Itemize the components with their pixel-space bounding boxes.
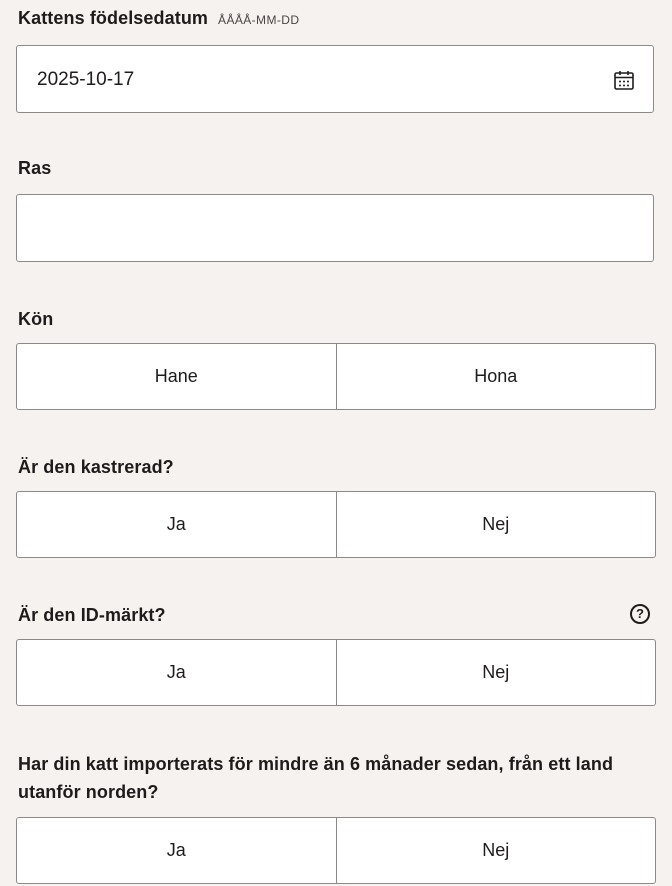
imported-label: Har din katt importerats för mindre än 6 månader sedan, från ett land utanför norden? — [18, 754, 614, 802]
birthdate-input[interactable] — [16, 45, 654, 113]
birthdate-value: 2025-10-17 — [37, 69, 135, 90]
date-format-hint: ÅÅÅÅ-MM-DD — [218, 13, 300, 27]
neutered-option-no[interactable]: Nej — [336, 492, 656, 557]
gender-label: Kön — [18, 309, 54, 329]
id-marked-toggle — [16, 639, 656, 706]
imported-toggle — [16, 817, 656, 884]
gender-option-male[interactable]: Hane — [154, 366, 198, 386]
id-marked-option-no[interactable]: Nej — [336, 640, 656, 705]
neutered-toggle — [16, 491, 656, 558]
gender-option-female[interactable]: Hona — [336, 344, 656, 409]
neutered-option-yes[interactable]: Ja — [166, 514, 186, 534]
birthdate-label — [18, 8, 299, 29]
id-marked-label: Är den ID-märkt? — [18, 605, 166, 625]
breed-input[interactable] — [16, 194, 654, 262]
imported-option-yes[interactable]: Ja — [166, 840, 186, 860]
imported-option-no[interactable]: Nej — [336, 818, 656, 883]
id-marked-option-yes[interactable]: Ja — [166, 662, 186, 682]
calendar-icon[interactable] — [613, 69, 635, 91]
question-circle-icon[interactable]: ? — [630, 604, 650, 624]
neutered-label: Är den kastrerad? — [18, 457, 174, 477]
breed-label: Ras — [18, 158, 52, 178]
gender-toggle — [16, 343, 656, 410]
birthdate-label-text: Kattens födelsedatum — [18, 8, 209, 28]
